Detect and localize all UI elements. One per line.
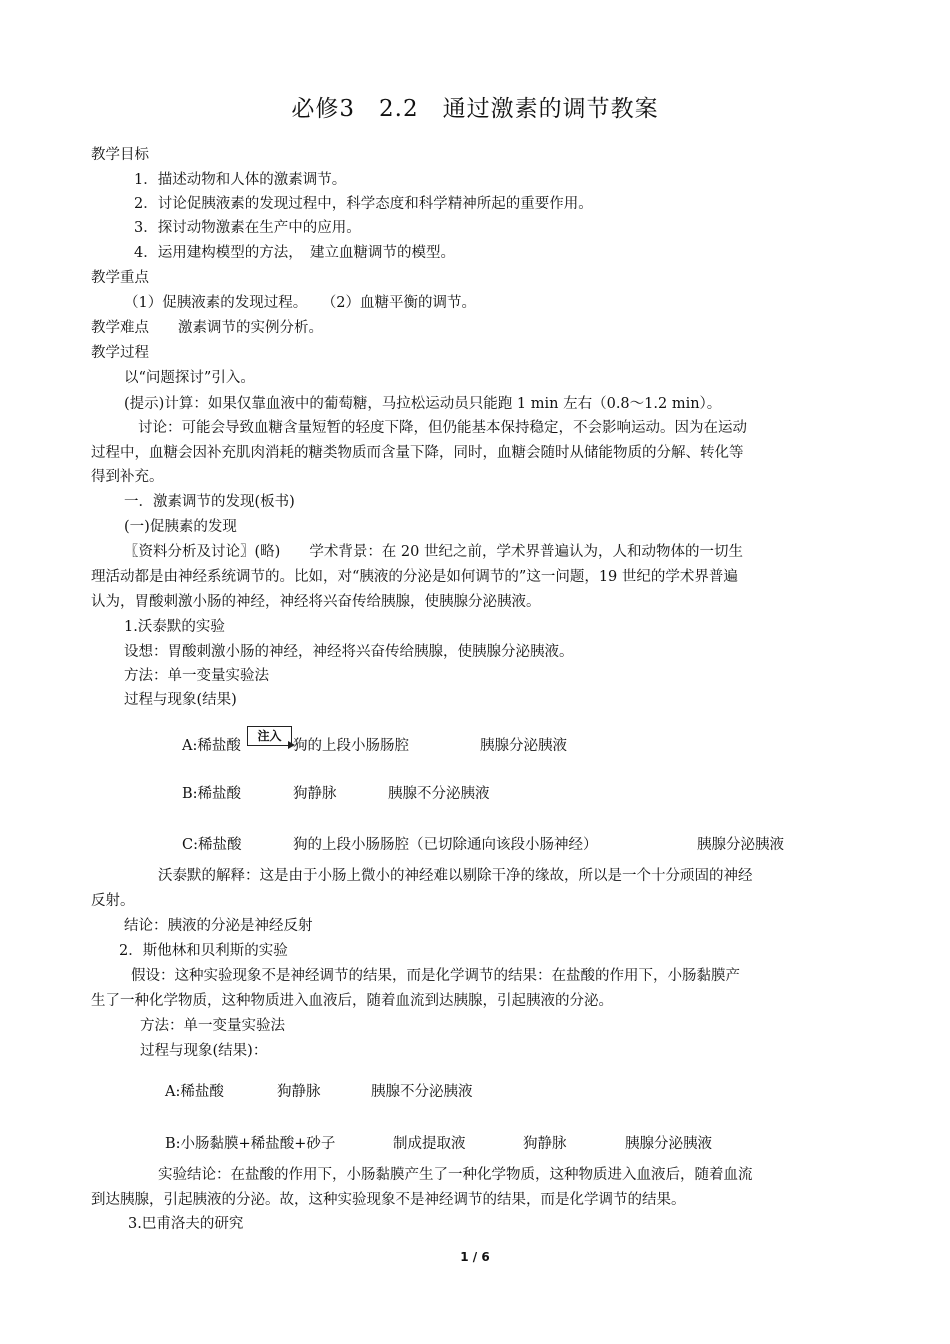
exp1-row-c-target: 狗的上段小肠肠腔（已切除通向该段小肠神经） [293,837,598,853]
key-points-heading: 教学重点 [91,270,149,286]
exp1-explanation-line-2: 反射。 [91,893,135,909]
exp1-explanation-line-1: 沃泰默的解释：这是由于小肠上微小的神经难以剔除干净的缘故，所以是一个十分顽固的神经 [158,868,753,884]
process-intro: 以“问题探讨”引入。 [124,370,255,386]
exp1-row-a-target: 狗的上段小肠肠腔 [293,738,409,754]
goal-item-4: 4．运用建构模型的方法， 建立血糖调节的模型。 [134,245,455,261]
exp1-process-label: 过程与现象(结果) [124,692,237,708]
exp1-row-b-target: 狗静脉 [293,786,337,802]
exp2-title: 2．斯他林和贝利斯的实验 [119,943,288,959]
exp2-row-b-step: 制成提取液 [393,1136,466,1152]
goal-item-1: 1．描述动物和人体的激素调节。 [134,172,347,188]
exp1-row-c-reagent: C:稀盐酸 [182,837,242,853]
goal-item-2: 2．讨论促胰液素的发现过程中，科学态度和科学精神所起的重要作用。 [134,196,593,212]
exp2-row-b-result: 胰腺分泌胰液 [625,1136,712,1152]
discussion-line-2: 过程中，血糖会因补充肌肉消耗的糖类物质而含量下降，同时，血糖会随时从储能物质的分解、转化等 [91,445,744,461]
inject-arrow-line [247,745,293,746]
exp2-conclusion-line-1: 实验结论：在盐酸的作用下，小肠黏膜产生了一种化学物质，这种物质进入血液后，随着血流 [158,1167,753,1183]
exp2-conclusion-line-2: 到达胰腺，引起胰液的分泌。故，这种实验现象不是神经调节的结果，而是化学调节的结果。 [91,1192,686,1208]
exp1-conclusion: 结论：胰液的分泌是神经反射 [124,918,313,934]
page-title: 必修3 2.2 通过激素的调节教案 [291,96,659,122]
background-line-2: 理活动都是由神经系统调节的。比如，对“胰液的分泌是如何调节的”这一问题，19 世纪的学术界普遍 [91,569,738,585]
discussion-line-3: 得到补充。 [91,469,164,485]
exp2-hypothesis-line-2: 生了一种化学物质，这种物质进入血液后，随着血流到达胰腺，引起胰液的分泌。 [91,993,613,1009]
exp2-row-a-reagent: A:稀盐酸 [165,1084,224,1100]
exp3-title: 3.巴甫洛夫的研究 [128,1216,244,1232]
exp1-row-b-result: 胰腺不分泌胰液 [388,786,490,802]
exp2-row-b-target: 狗静脉 [523,1136,567,1152]
goals-heading: 教学目标 [91,147,149,163]
exp1-row-b-reagent: B:稀盐酸 [182,786,242,802]
exp1-method: 方法：单一变量实验法 [124,668,269,684]
exp1-title: 1.沃泰默的实验 [124,619,225,635]
key-points-text: （1）促胰液素的发现过程。 （2）血糖平衡的调节。 [124,295,476,311]
exp1-row-a-reagent: A:稀盐酸 [182,738,241,754]
background-line-1: 〖资料分析及讨论〗(略) 学术背景：在 20 世纪之前，学术界普遍认为，人和动物体的一切生 [124,544,743,560]
exp2-row-b-reagent: B:小肠黏膜+稀盐酸+砂子 [165,1136,336,1152]
exp2-method: 方法：单一变量实验法 [140,1018,285,1034]
inject-arrow-label: 注入 [247,726,292,746]
background-line-3: 认为，胃酸刺激小肠的神经，神经将兴奋传给胰腺，使胰腺分泌胰液。 [91,594,541,610]
exp1-hypothesis: 设想：胃酸刺激小肠的神经，神经将兴奋传给胰腺，使胰腺分泌胰液。 [124,644,574,660]
difficulty-line: 教学难点 激素调节的实例分析。 [91,320,323,336]
exp1-row-c-result: 胰腺分泌胰液 [697,837,784,853]
exp2-row-a-target: 狗静脉 [277,1084,321,1100]
exp2-hypothesis-line-1: 假设：这种实验现象不是神经调节的结果，而是化学调节的结果：在盐酸的作用下，小肠黏膜产 [131,968,740,984]
process-heading: 教学过程 [91,345,149,361]
goal-item-3: 3．探讨动物激素在生产中的应用。 [134,220,361,236]
page-number: 1 / 6 [460,1250,490,1264]
exp2-row-a-result: 胰腺不分泌胰液 [371,1084,473,1100]
process-hint: (提示)计算：如果仅靠血液中的葡萄糖，马拉松运动员只能跑 1 min 左右（0.8～1.2 min）。 [124,396,722,412]
subsection-1-heading: (一)促胰素的发现 [124,519,237,535]
section-1-heading: 一．激素调节的发现(板书) [124,494,295,510]
exp2-process-label: 过程与现象(结果)： [140,1043,268,1059]
discussion-line-1: 讨论：可能会导致血糖含量短暂的轻度下降，但仍能基本保持稳定，不会影响运动。因为在运动 [138,420,747,436]
exp1-row-a-result: 胰腺分泌胰液 [480,738,567,754]
